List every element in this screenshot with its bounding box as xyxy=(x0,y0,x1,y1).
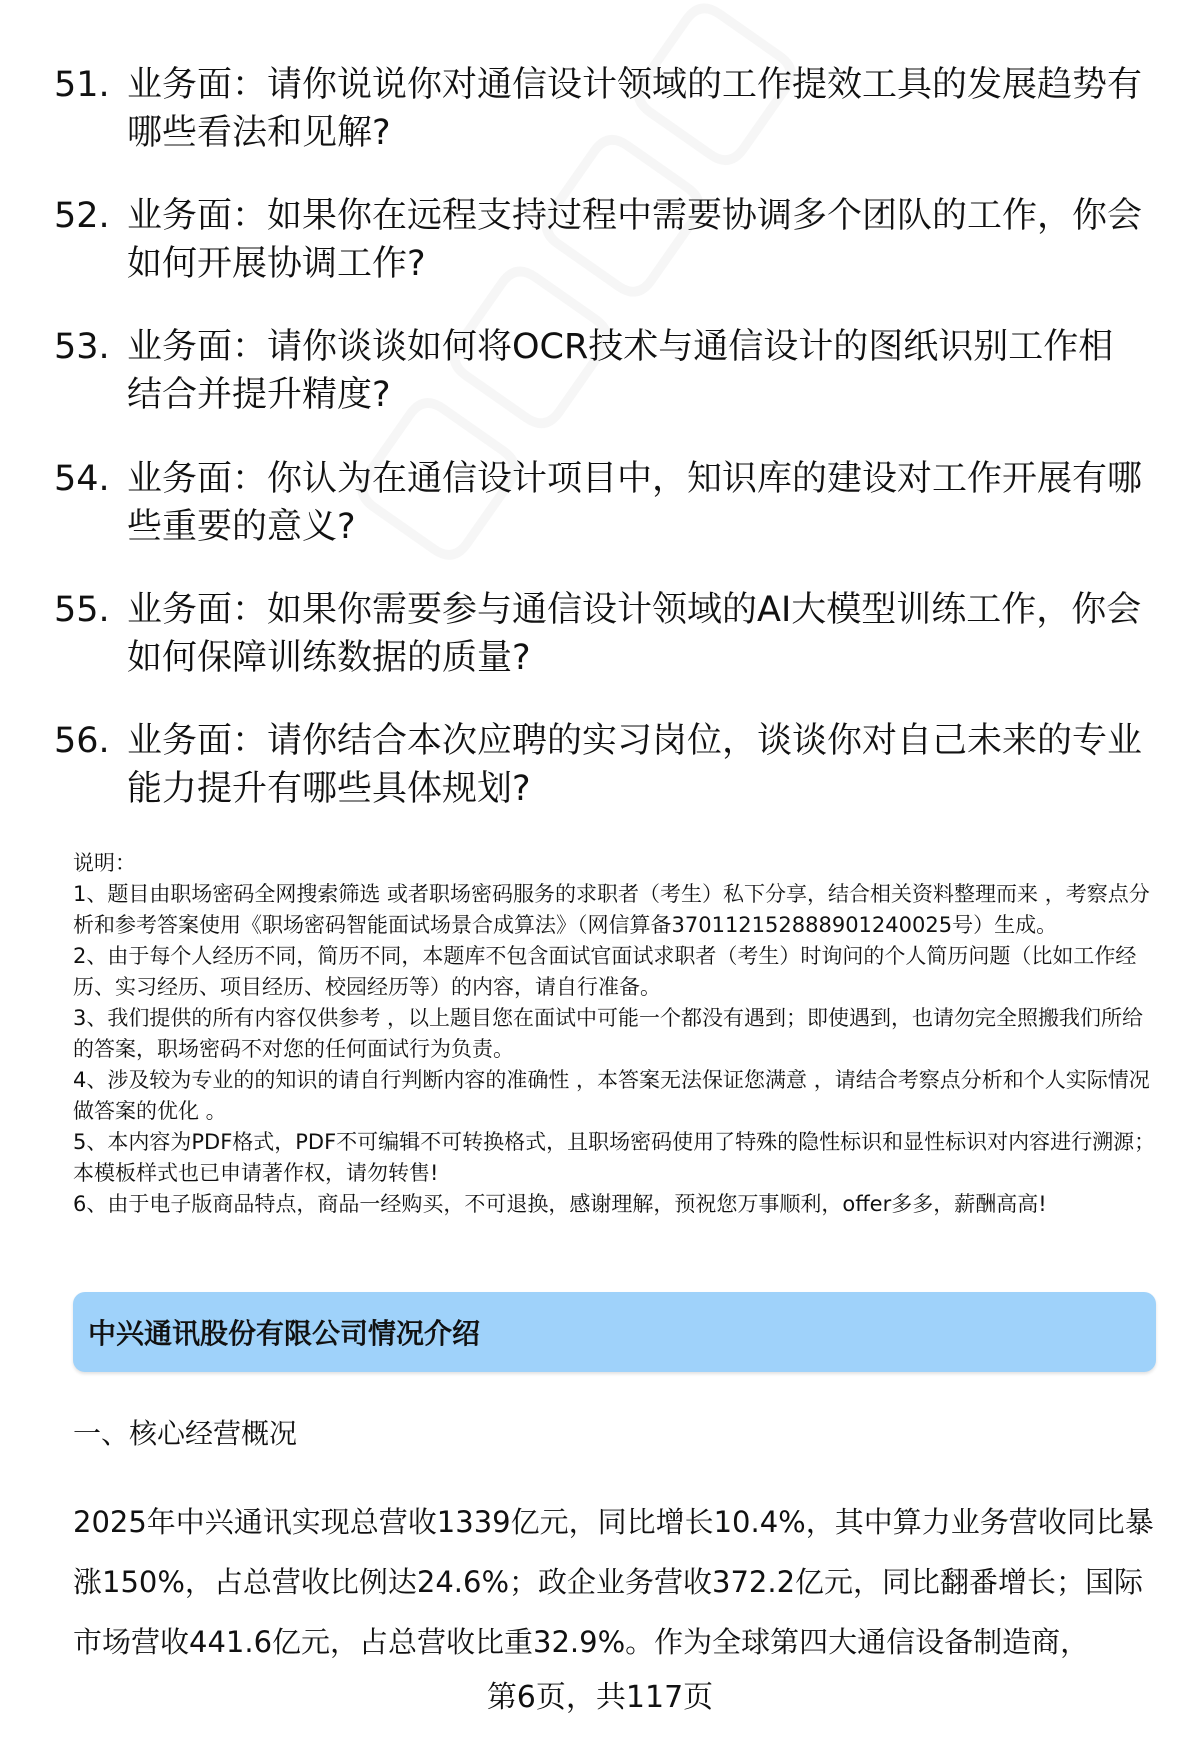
note-item: 6、由于电子版商品特点，商品一经购买，不可退换，感谢理解，预祝您万事顺利，offer多多，薪酬高高! xyxy=(73,1192,1047,1216)
question-text: 业务面：请你结合本次应聘的实习岗位，谈谈你对自己未来的专业能力提升有哪些具体规划? xyxy=(127,721,1143,809)
note-item: 1、题目由职场密码全网搜索筛选 或者职场密码服务的求职者（考生）私下分享，结合相关资料整理而来 ，考察点分析和参考答案使用《职场密码智能面试场景合成算法》（网信算备370112152888901240025号）生成。 xyxy=(73,882,1150,937)
note-item: 2、由于每个人经历不同，简历不同，本题库不包含面试官面试求职者（考生）时询问的个人简历问题（比如工作经历、实习经历、项目经历、校园经历等）的内容，请自行准备。 xyxy=(73,944,1137,999)
section-paragraph: 2025年中兴通讯实现总营收1339亿元，同比增长10.4%，其中算力业务营收同比暴涨150%，占总营收比例达24.6%；政企业务营收372.2亿元，同比翻番增长；国际市场营收441.6亿元，占总营收比重32.9%。作为全球第四大通信设备制造商， xyxy=(73,1505,1154,1659)
question-text: 业务面：请你谈谈如何将OCR技术与通信设计的图纸识别工作相结合并提升精度? xyxy=(127,327,1114,415)
question-text: 业务面：你认为在通信设计项目中，知识库的建设对工作开展有哪些重要的意义? xyxy=(127,459,1143,547)
company-intro-banner xyxy=(73,1292,1156,1372)
question-number: 54. xyxy=(54,459,110,499)
banner-title: 中兴通讯股份有限公司情况介绍 xyxy=(88,1317,481,1350)
question-number: 51. xyxy=(54,65,110,105)
question-number: 56. xyxy=(54,721,110,761)
section-heading: 一、核心经营概况 xyxy=(73,1417,298,1450)
note-item: 4、涉及较为专业的的知识的请自行判断内容的准确性 ，本答案无法保证您满意 ，请结合考察点分析和个人实际情况做答案的优化 。 xyxy=(73,1068,1150,1123)
question-number: 53. xyxy=(54,327,110,367)
notes-section xyxy=(73,848,1163,1220)
note-item: 3、我们提供的所有内容仅供参考 ，以上题目您在面试中可能一个都没有遇到；即使遇到，也请勿完全照搬我们所给的答案，职场密码不对您的任何面试行为负责。 xyxy=(73,1006,1144,1061)
note-item: 5、本内容为PDF格式，PDF不可编辑不可转换格式，且职场密码使用了特殊的隐性标识和显性标识对内容进行溯源；本模板样式也已申请著作权，请勿转售! xyxy=(73,1130,1156,1185)
question-number: 55. xyxy=(54,590,110,630)
question-text: 业务面：请你说说你对通信设计领域的工作提效工具的发展趋势有哪些看法和见解? xyxy=(127,65,1143,153)
page-number: 第6页，共117页 xyxy=(486,1680,714,1715)
question-text: 业务面：如果你需要参与通信设计领域的AI大模型训练工作，你会如何保障训练数据的质量? xyxy=(127,590,1142,678)
notes-title: 说明： xyxy=(73,851,136,875)
question-text: 业务面：如果你在远程支持过程中需要协调多个团队的工作，你会如何开展协调工作? xyxy=(127,196,1143,284)
question-number: 52. xyxy=(54,196,110,236)
